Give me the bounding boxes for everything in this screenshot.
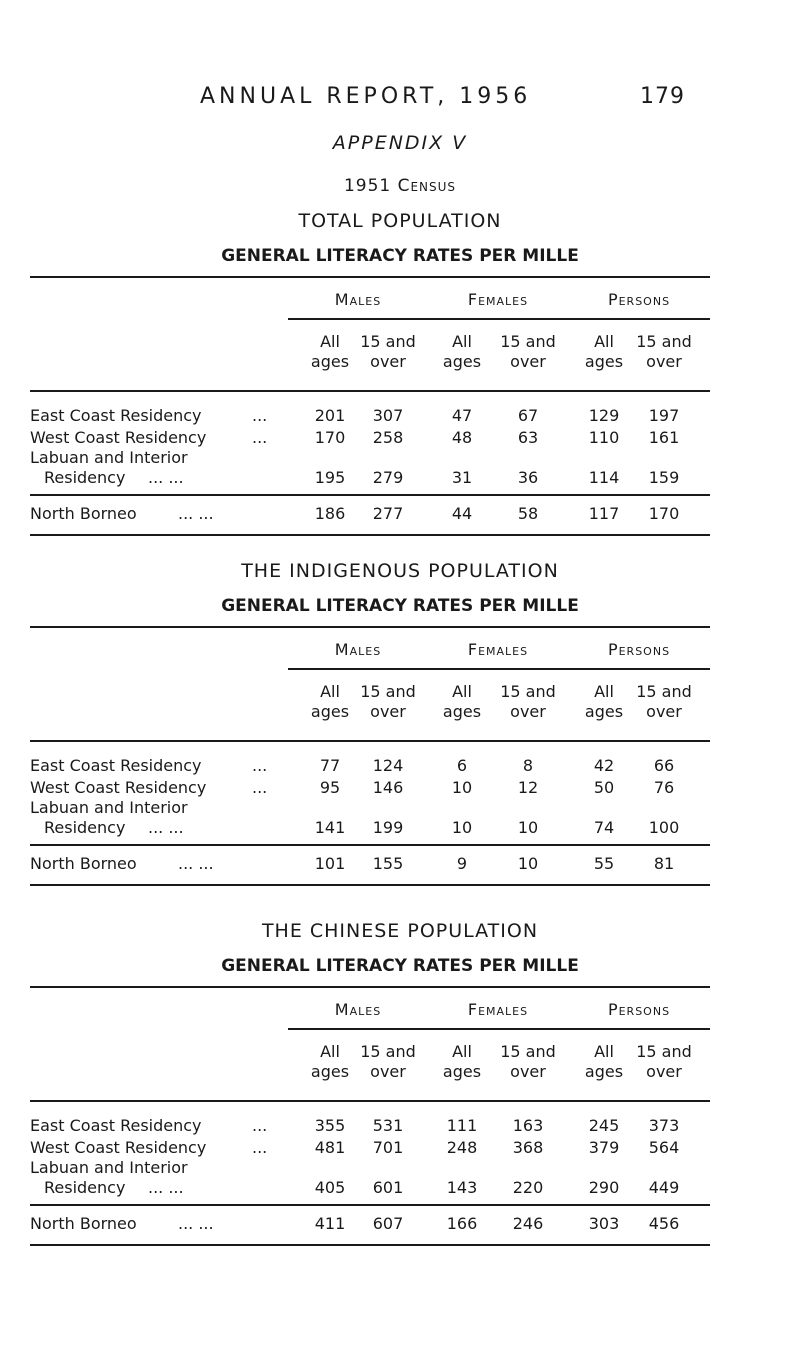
column-header-line: All [452, 682, 472, 701]
table-cell: 143 [446, 1178, 478, 1197]
column-header-line: 15 and [360, 1042, 416, 1061]
table-cell: 355 [314, 1116, 346, 1135]
table-cell: 81 [653, 854, 675, 873]
row-label-text: Residency [44, 818, 126, 837]
table-cell: 9 [456, 854, 468, 873]
table-cell: 10 [517, 818, 539, 837]
leader-dots: ... [252, 756, 268, 775]
row-label-text: East Coast Residency [30, 1116, 202, 1135]
column-header-line: All [594, 1042, 614, 1061]
table-cell: 58 [517, 504, 539, 523]
column-header [432, 1042, 492, 1082]
table-cell: 373 [648, 1116, 680, 1135]
column-header-line: over [646, 1062, 682, 1081]
row-label-residency [44, 468, 184, 488]
table-cell: 76 [653, 778, 675, 797]
column-header-line: All [320, 1042, 340, 1061]
table-cell: 368 [512, 1138, 544, 1157]
column-header-line: All [320, 682, 340, 701]
row-label-text: Labuan and Interior [30, 798, 188, 817]
table-cell: 8 [522, 756, 534, 775]
table-subtitle: GENERAL LITERACY RATES PER MILLE [221, 596, 579, 616]
row-label-north-borneo [30, 504, 214, 524]
running-head: ANNUAL REPORT, 1956 [200, 84, 532, 109]
row-label-west-coast [30, 428, 268, 448]
column-header-line: 15 and [360, 332, 416, 351]
row-label-text: West Coast Residency [30, 778, 207, 797]
table-cell: 186 [314, 504, 346, 523]
row-label-text: West Coast Residency [30, 428, 207, 447]
row-label-labuan [30, 448, 188, 468]
column-header [432, 682, 492, 722]
table-cell: 42 [593, 756, 615, 775]
column-header-line: over [370, 702, 406, 721]
table-title: TOTAL POPULATION [298, 210, 502, 232]
table-cell: 195 [314, 468, 346, 487]
row-label-west-coast [30, 1138, 268, 1158]
table-cell: 111 [446, 1116, 478, 1135]
leader-dots: ... [252, 428, 268, 447]
total-rule [30, 844, 710, 846]
table-cell: 124 [372, 756, 404, 775]
leader-dots: ... [252, 406, 268, 425]
table-cell: 277 [372, 504, 404, 523]
leader-dots: ... [252, 1116, 268, 1135]
column-header [574, 332, 634, 372]
appendix-title: APPENDIX V [332, 132, 468, 154]
table-cell: 129 [588, 406, 620, 425]
row-label-text: West Coast Residency [30, 1138, 207, 1157]
column-header [634, 332, 694, 372]
header-bottom-rule [30, 740, 710, 742]
column-header [300, 332, 360, 372]
row-label-north-borneo [30, 1214, 214, 1234]
header-bottom-rule [30, 390, 710, 392]
column-header-line: over [510, 1062, 546, 1081]
row-label-text: North Borneo [30, 504, 137, 523]
column-header [574, 682, 634, 722]
column-header-line: 15 and [636, 682, 692, 701]
page-number: 179 [640, 84, 685, 109]
column-header-line: ages [584, 1062, 624, 1081]
table-title: THE INDIGENOUS POPULATION [241, 560, 559, 582]
column-header-line: 15 and [500, 332, 556, 351]
leader-dots: ... ... [178, 504, 214, 523]
row-label-labuan [30, 798, 188, 818]
column-header-line: 15 and [636, 1042, 692, 1061]
header-rule [288, 668, 710, 670]
column-header [574, 1042, 634, 1082]
table-cell: 199 [372, 818, 404, 837]
column-header-line: over [510, 352, 546, 371]
table-cell: 48 [451, 428, 473, 447]
table-cell: 531 [372, 1116, 404, 1135]
table-cell: 245 [588, 1116, 620, 1135]
table-cell: 405 [314, 1178, 346, 1197]
column-header [358, 332, 418, 372]
table-cell: 146 [372, 778, 404, 797]
table-cell: 201 [314, 406, 346, 425]
table-cell: 161 [648, 428, 680, 447]
table-cell: 141 [314, 818, 346, 837]
row-label-east-coast [30, 406, 268, 426]
column-header-line: All [452, 1042, 472, 1061]
group-header: Persons [607, 290, 671, 309]
group-header: Persons [607, 1000, 671, 1019]
column-header [498, 682, 558, 722]
table-cell: 63 [517, 428, 539, 447]
table-cell: 47 [451, 406, 473, 425]
column-header [498, 1042, 558, 1082]
column-header-line: 15 and [500, 682, 556, 701]
table-cell: 170 [314, 428, 346, 447]
header-rule [288, 1028, 710, 1030]
column-header [358, 682, 418, 722]
table-cell: 279 [372, 468, 404, 487]
table-cell: 74 [593, 818, 615, 837]
column-header-line: ages [584, 702, 624, 721]
table-cell: 607 [372, 1214, 404, 1233]
row-label-labuan [30, 1158, 188, 1178]
table-top-rule [30, 986, 710, 988]
table-cell: 12 [517, 778, 539, 797]
column-header [300, 682, 360, 722]
row-label-text: Labuan and Interior [30, 448, 188, 467]
row-label-text: Residency [44, 468, 126, 487]
header-rule [288, 318, 710, 320]
table-cell: 10 [451, 818, 473, 837]
table-top-rule [30, 276, 710, 278]
table-bottom-rule [30, 884, 710, 886]
group-header: Males [334, 290, 382, 309]
column-header-line: over [510, 702, 546, 721]
table-cell: 67 [517, 406, 539, 425]
table-cell: 55 [593, 854, 615, 873]
column-header [634, 1042, 694, 1082]
row-label-residency [44, 818, 184, 838]
table-cell: 36 [517, 468, 539, 487]
row-label-residency [44, 1178, 184, 1198]
leader-dots: ... ... [148, 468, 184, 487]
table-cell: 449 [648, 1178, 680, 1197]
leader-dots: ... [252, 1138, 268, 1157]
table-cell: 220 [512, 1178, 544, 1197]
table-cell: 101 [314, 854, 346, 873]
table-cell: 258 [372, 428, 404, 447]
table-cell: 456 [648, 1214, 680, 1233]
row-label-text: North Borneo [30, 854, 137, 873]
row-label-text: Residency [44, 1178, 126, 1197]
table-cell: 6 [456, 756, 468, 775]
table-cell: 166 [446, 1214, 478, 1233]
total-rule [30, 1204, 710, 1206]
leader-dots: ... ... [148, 818, 184, 837]
table-cell: 303 [588, 1214, 620, 1233]
table-cell: 117 [588, 504, 620, 523]
table-cell: 31 [451, 468, 473, 487]
column-header-line: ages [310, 1062, 350, 1081]
column-header-line: ages [310, 702, 350, 721]
total-rule [30, 494, 710, 496]
column-header [358, 1042, 418, 1082]
table-cell: 170 [648, 504, 680, 523]
table-cell: 159 [648, 468, 680, 487]
leader-dots: ... ... [148, 1178, 184, 1197]
group-header: Males [334, 640, 382, 659]
column-header [300, 1042, 360, 1082]
table-cell: 379 [588, 1138, 620, 1157]
table-cell: 290 [588, 1178, 620, 1197]
column-header-line: All [594, 682, 614, 701]
table-bottom-rule [30, 1244, 710, 1246]
column-header-line: All [594, 332, 614, 351]
table-cell: 601 [372, 1178, 404, 1197]
row-label-text: North Borneo [30, 1214, 137, 1233]
column-header-line: 15 and [636, 332, 692, 351]
table-cell: 10 [451, 778, 473, 797]
row-label-east-coast [30, 756, 268, 776]
table-cell: 411 [314, 1214, 346, 1233]
column-header-line: over [370, 352, 406, 371]
table-cell: 77 [319, 756, 341, 775]
group-header: Females [467, 290, 529, 309]
column-header [498, 332, 558, 372]
row-label-text: Labuan and Interior [30, 1158, 188, 1177]
group-header: Females [467, 640, 529, 659]
table-cell: 701 [372, 1138, 404, 1157]
column-header-line: All [452, 332, 472, 351]
table-cell: 481 [314, 1138, 346, 1157]
column-header-line: over [646, 702, 682, 721]
table-cell: 155 [372, 854, 404, 873]
column-header-line: ages [442, 1062, 482, 1081]
table-cell: 100 [648, 818, 680, 837]
table-subtitle: GENERAL LITERACY RATES PER MILLE [221, 246, 579, 266]
group-header: Females [467, 1000, 529, 1019]
row-label-text: East Coast Residency [30, 406, 202, 425]
row-label-east-coast [30, 1116, 268, 1136]
header-bottom-rule [30, 1100, 710, 1102]
census-title: 1951 Census [343, 176, 457, 196]
column-header-line: over [370, 1062, 406, 1081]
table-cell: 95 [319, 778, 341, 797]
table-cell: 66 [653, 756, 675, 775]
table-cell: 50 [593, 778, 615, 797]
table-cell: 307 [372, 406, 404, 425]
table-top-rule [30, 626, 710, 628]
table-cell: 44 [451, 504, 473, 523]
group-header: Persons [607, 640, 671, 659]
column-header-line: All [320, 332, 340, 351]
column-header-line: 15 and [500, 1042, 556, 1061]
column-header-line: over [646, 352, 682, 371]
table-title: THE CHINESE POPULATION [261, 920, 539, 942]
column-header-line: ages [442, 702, 482, 721]
leader-dots: ... [252, 778, 268, 797]
column-header-line: 15 and [360, 682, 416, 701]
column-header [432, 332, 492, 372]
column-header-line: ages [584, 352, 624, 371]
table-bottom-rule [30, 534, 710, 536]
table-cell: 114 [588, 468, 620, 487]
column-header-line: ages [442, 352, 482, 371]
column-header [634, 682, 694, 722]
group-header: Males [334, 1000, 382, 1019]
table-cell: 197 [648, 406, 680, 425]
table-cell: 246 [512, 1214, 544, 1233]
leader-dots: ... ... [178, 854, 214, 873]
row-label-north-borneo [30, 854, 214, 874]
row-label-west-coast [30, 778, 268, 798]
table-cell: 163 [512, 1116, 544, 1135]
column-header-line: ages [310, 352, 350, 371]
table-cell: 110 [588, 428, 620, 447]
table-cell: 248 [446, 1138, 478, 1157]
table-cell: 10 [517, 854, 539, 873]
row-label-text: East Coast Residency [30, 756, 202, 775]
table-cell: 564 [648, 1138, 680, 1157]
table-subtitle: GENERAL LITERACY RATES PER MILLE [221, 956, 579, 976]
leader-dots: ... ... [178, 1214, 214, 1233]
